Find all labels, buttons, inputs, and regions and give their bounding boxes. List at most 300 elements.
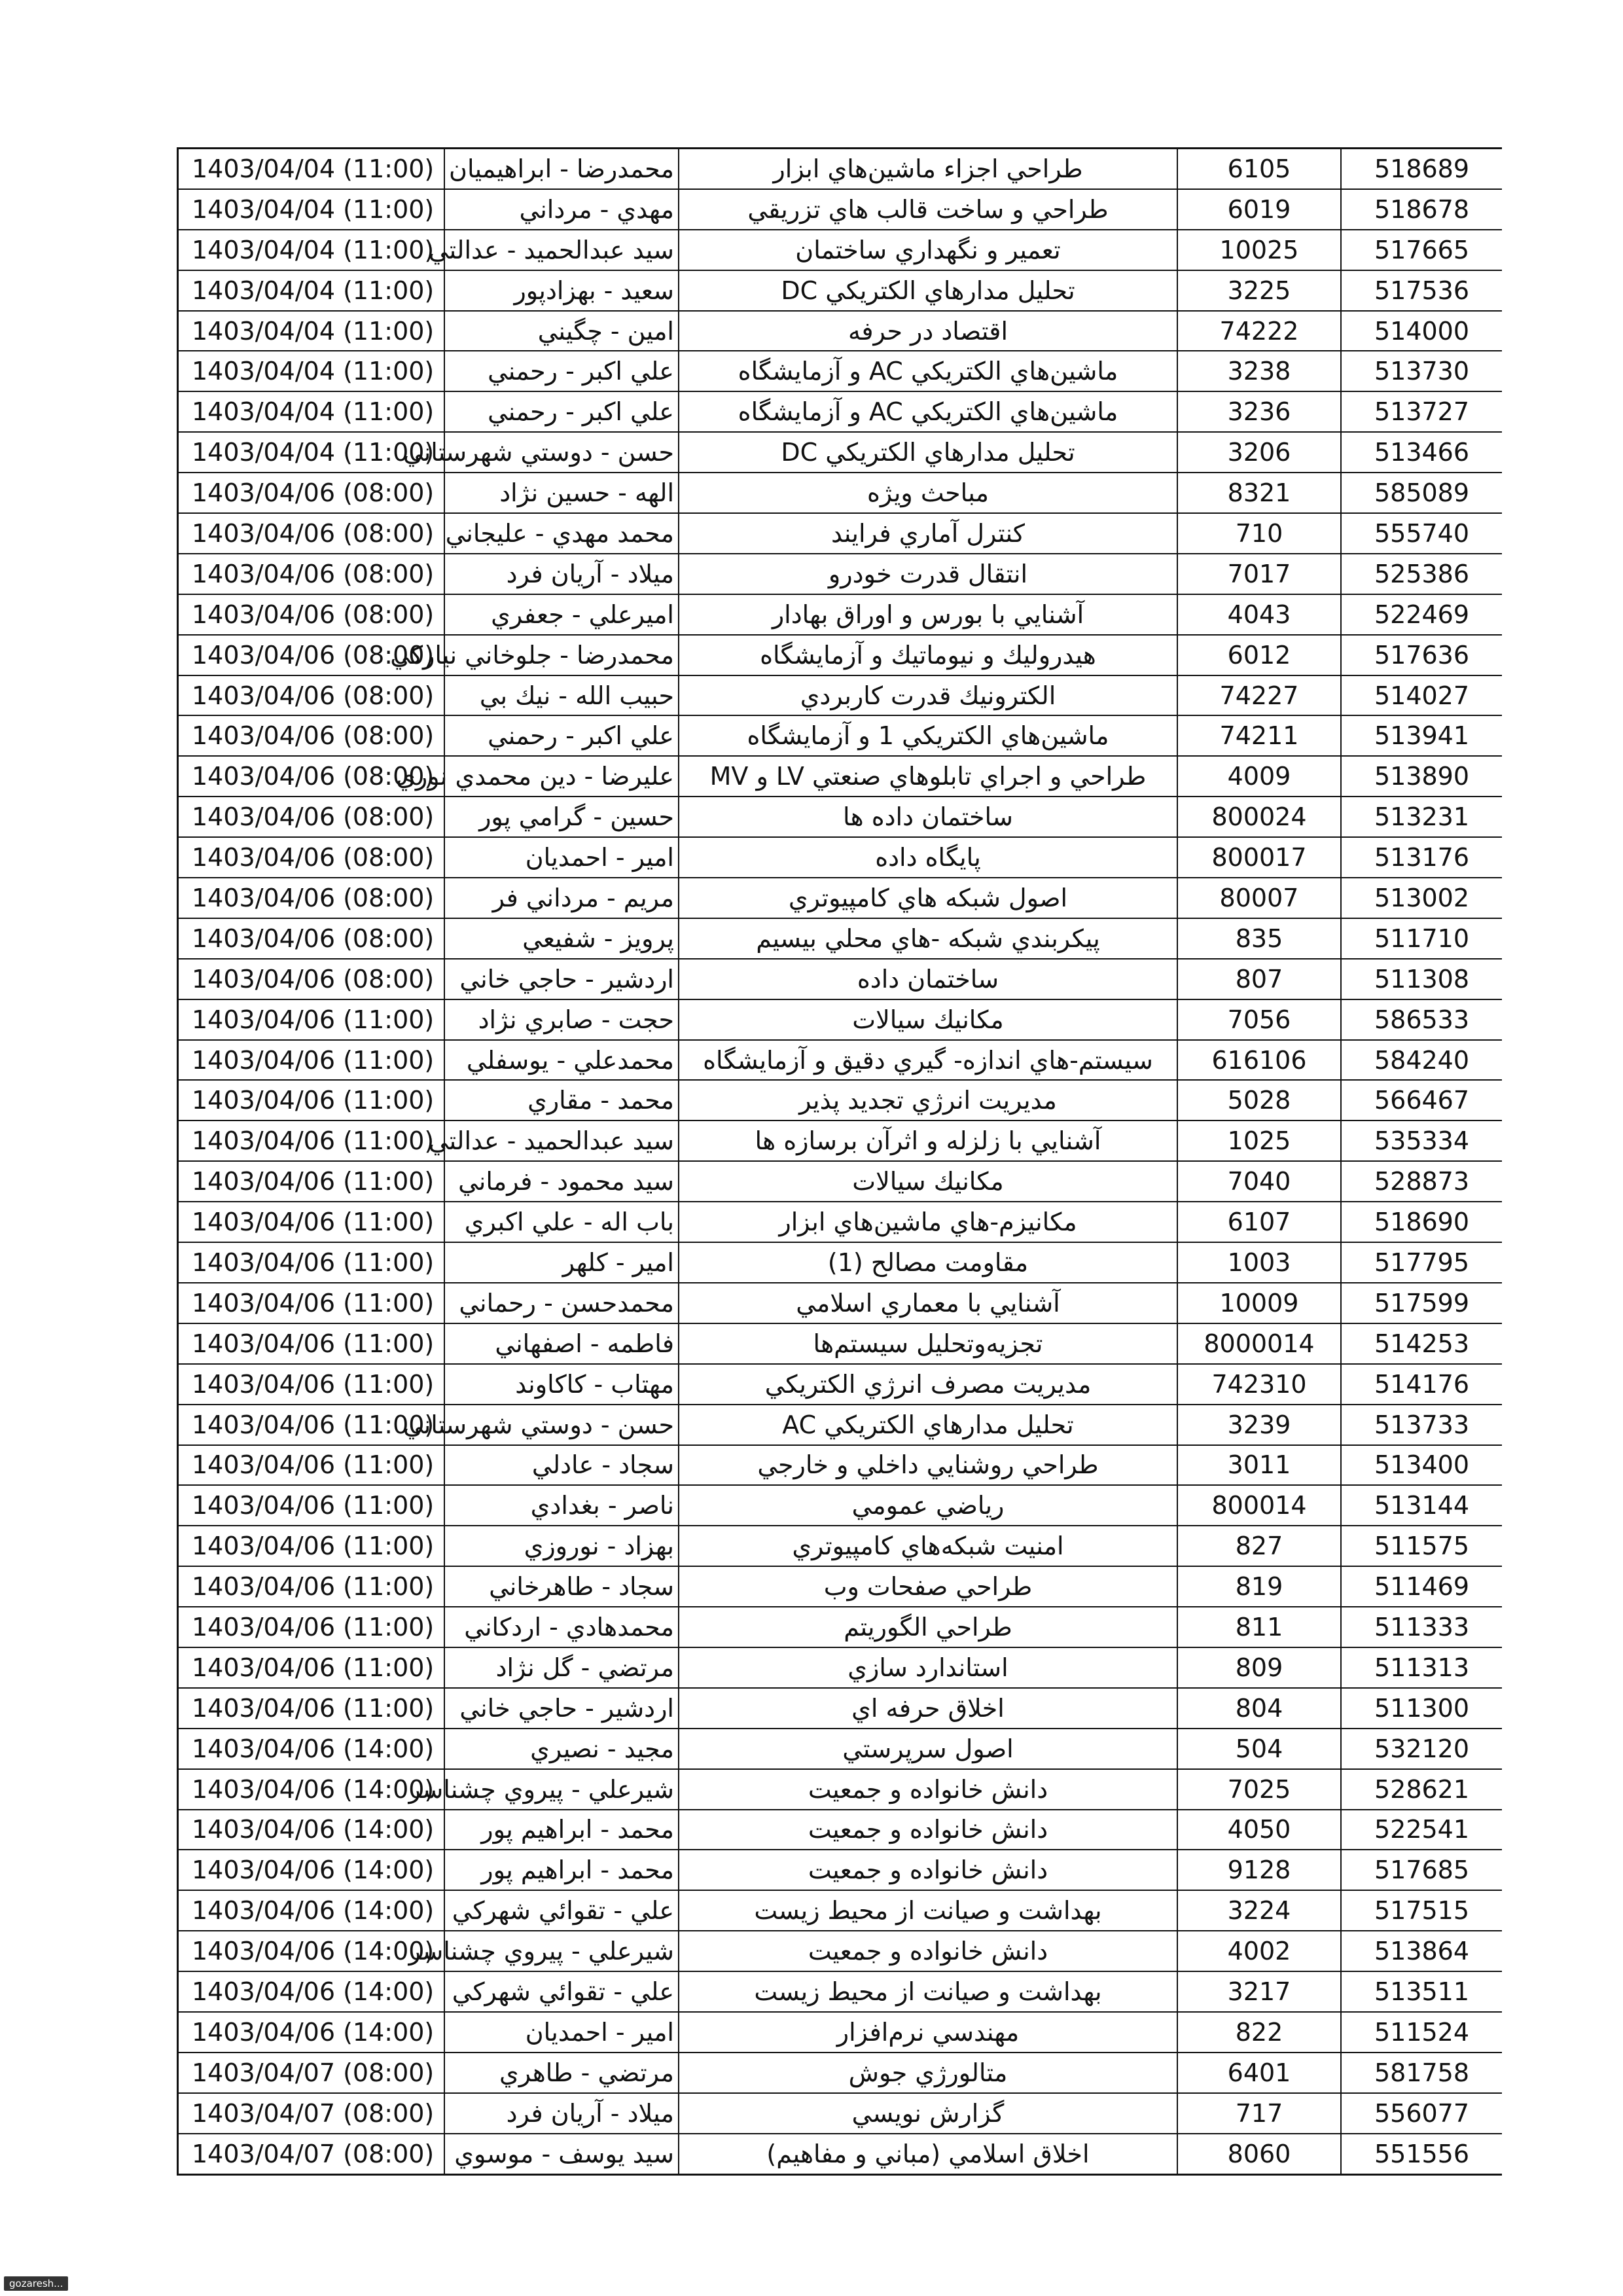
- table-row: [178, 797, 1503, 837]
- class-id-cell: 517665: [1341, 230, 1502, 270]
- course-code-cell: 7040: [1177, 1161, 1341, 1202]
- class-id-cell: 517636: [1341, 635, 1502, 675]
- professor-cell: حسن - دوستي شهرستاني: [444, 1405, 679, 1445]
- table-row: [178, 1323, 1503, 1364]
- exam-time-cell: 1403/04/06 (08:00): [178, 959, 445, 999]
- table-row: [178, 473, 1503, 513]
- class-id-cell: 511469: [1341, 1566, 1502, 1607]
- table-row: [178, 999, 1503, 1040]
- course-code-cell: 4050: [1177, 1810, 1341, 1850]
- exam-time-cell: 1403/04/06 (08:00): [178, 837, 445, 878]
- course-name-cell: طراحي اجزاء ماشين‌هاي ابزار: [679, 149, 1177, 189]
- course-name-cell: طراحي و ساخت قالب هاي تزريقي: [679, 189, 1177, 230]
- course-code-cell: 5028: [1177, 1080, 1341, 1121]
- exam-time-cell: 1403/04/06 (11:00): [178, 1445, 445, 1486]
- professor-cell: باب اله - علي اكبري: [444, 1202, 679, 1242]
- table-row: [178, 1121, 1503, 1161]
- course-name-cell: طراحي و اجراي تابلوهاي صنعتي LV و MV: [679, 756, 1177, 797]
- exam-time-cell: 1403/04/06 (08:00): [178, 918, 445, 959]
- table-row: [178, 189, 1503, 230]
- course-code-cell: 7025: [1177, 1769, 1341, 1810]
- class-id-cell: 528873: [1341, 1161, 1502, 1202]
- class-id-cell: 581758: [1341, 2053, 1502, 2093]
- table-row: [178, 1080, 1503, 1121]
- exam-time-cell: 1403/04/06 (14:00): [178, 2012, 445, 2053]
- course-code-cell: 74222: [1177, 311, 1341, 351]
- exam-time-cell: 1403/04/06 (11:00): [178, 1526, 445, 1566]
- table-row: [178, 1890, 1503, 1931]
- course-code-cell: 835: [1177, 918, 1341, 959]
- course-name-cell: مكانيزم-هاي ماشين‌هاي ابزار: [679, 1202, 1177, 1242]
- exam-time-cell: 1403/04/06 (14:00): [178, 1810, 445, 1850]
- class-id-cell: 513864: [1341, 1931, 1502, 1971]
- course-code-cell: 6105: [1177, 149, 1341, 189]
- exam-time-cell: 1403/04/06 (08:00): [178, 594, 445, 635]
- table-row: [178, 1769, 1503, 1810]
- table-row: [178, 149, 1503, 189]
- course-name-cell: اخلاق حرفه اي: [679, 1688, 1177, 1729]
- course-code-cell: 6019: [1177, 189, 1341, 230]
- exam-time-cell: 1403/04/07 (08:00): [178, 2053, 445, 2093]
- table-row: [178, 1647, 1503, 1688]
- course-name-cell: آشنايي با زلزله و اثرآن برسازه ها: [679, 1121, 1177, 1161]
- class-id-cell: 511524: [1341, 2012, 1502, 2053]
- table-row: [178, 1566, 1503, 1607]
- exam-time-cell: 1403/04/06 (11:00): [178, 1485, 445, 1526]
- table-row: [178, 2093, 1503, 2134]
- course-code-cell: 3239: [1177, 1405, 1341, 1445]
- table-row: [178, 594, 1503, 635]
- professor-cell: بهزاد - نوروزي: [444, 1526, 679, 1566]
- course-code-cell: 4002: [1177, 1931, 1341, 1971]
- course-name-cell: انتقال قدرت خودرو: [679, 554, 1177, 594]
- course-name-cell: اخلاق اسلامي (مباني و مفاهيم): [679, 2134, 1177, 2174]
- course-name-cell: تحليل مدارهاي الكتريكي AC: [679, 1405, 1177, 1445]
- professor-cell: مهتاب - كاكاوند: [444, 1364, 679, 1405]
- exam-time-cell: 1403/04/06 (11:00): [178, 1080, 445, 1121]
- class-id-cell: 517515: [1341, 1890, 1502, 1931]
- professor-cell: سيد عبدالحميد - عدالتي: [444, 230, 679, 270]
- course-name-cell: مباحث ويژه: [679, 473, 1177, 513]
- table-row: [178, 432, 1503, 473]
- exam-time-cell: 1403/04/04 (11:00): [178, 432, 445, 473]
- course-code-cell: 4009: [1177, 756, 1341, 797]
- exam-time-cell: 1403/04/06 (14:00): [178, 1850, 445, 1890]
- course-code-cell: 8321: [1177, 473, 1341, 513]
- exam-time-cell: 1403/04/06 (11:00): [178, 1202, 445, 1242]
- class-id-cell: 532120: [1341, 1729, 1502, 1769]
- class-id-cell: 584240: [1341, 1040, 1502, 1081]
- course-name-cell: آشنايي با بورس و اوراق بهادار: [679, 594, 1177, 635]
- table-row: [178, 756, 1503, 797]
- course-name-cell: تحليل مدارهاي الكتريكي DC: [679, 270, 1177, 311]
- professor-cell: محمد - مقاري: [444, 1080, 679, 1121]
- professor-cell: محمدرضا - جلوخاني نيارکي: [444, 635, 679, 675]
- class-id-cell: 511710: [1341, 918, 1502, 959]
- exam-time-cell: 1403/04/07 (08:00): [178, 2093, 445, 2134]
- exam-time-cell: 1403/04/04 (11:00): [178, 270, 445, 311]
- course-name-cell: پيكربندي شبكه -هاي محلي بيسيم: [679, 918, 1177, 959]
- course-code-cell: 6401: [1177, 2053, 1341, 2093]
- professor-cell: سيد يوسف - موسوي: [444, 2134, 679, 2174]
- class-id-cell: 555740: [1341, 513, 1502, 554]
- course-code-cell: 742310: [1177, 1364, 1341, 1405]
- table-row: [178, 837, 1503, 878]
- table-row: [178, 270, 1503, 311]
- table-row: [178, 311, 1503, 351]
- table-row: [178, 675, 1503, 716]
- table-row: [178, 1729, 1503, 1769]
- professor-cell: محمدهادي - اردكاني: [444, 1607, 679, 1647]
- course-code-cell: 809: [1177, 1647, 1341, 1688]
- table-row: [178, 878, 1503, 918]
- class-id-cell: 517685: [1341, 1850, 1502, 1890]
- exam-time-cell: 1403/04/06 (08:00): [178, 473, 445, 513]
- professor-cell: ميلاد - آريان فرد: [444, 554, 679, 594]
- professor-cell: مهدي - مرداني: [444, 189, 679, 230]
- course-code-cell: 3217: [1177, 1971, 1341, 2012]
- course-name-cell: مكانيك سيالات: [679, 999, 1177, 1040]
- course-code-cell: 4043: [1177, 594, 1341, 635]
- exam-time-cell: 1403/04/06 (11:00): [178, 1040, 445, 1081]
- professor-cell: سجاد - عادلي: [444, 1445, 679, 1486]
- course-name-cell: مكانيك سيالات: [679, 1161, 1177, 1202]
- professor-cell: الهه - حسين نژاد: [444, 473, 679, 513]
- table-row: [178, 715, 1503, 756]
- course-code-cell: 807: [1177, 959, 1341, 999]
- exam-time-cell: 1403/04/06 (11:00): [178, 1161, 445, 1202]
- professor-cell: اميرعلي - جعفري: [444, 594, 679, 635]
- course-name-cell: بهداشت و صيانت از محيط زيست: [679, 1971, 1177, 2012]
- table-row: [178, 918, 1503, 959]
- class-id-cell: 513466: [1341, 432, 1502, 473]
- exam-time-cell: 1403/04/06 (08:00): [178, 878, 445, 918]
- course-code-cell: 7056: [1177, 999, 1341, 1040]
- course-code-cell: 10025: [1177, 230, 1341, 270]
- table-row: [178, 1850, 1503, 1890]
- professor-cell: محمدرضا - ابراهيميان: [444, 149, 679, 189]
- class-id-cell: 514176: [1341, 1364, 1502, 1405]
- class-id-cell: 522541: [1341, 1810, 1502, 1850]
- course-code-cell: 3238: [1177, 351, 1341, 391]
- professor-cell: عليرضا - دين محمدي نوري: [444, 756, 679, 797]
- course-code-cell: 800017: [1177, 837, 1341, 878]
- exam-time-cell: 1403/04/04 (11:00): [178, 351, 445, 391]
- exam-time-cell: 1403/04/06 (11:00): [178, 999, 445, 1040]
- table-row: [178, 1931, 1503, 1971]
- professor-cell: اردشير - حاجي خاني: [444, 959, 679, 999]
- course-name-cell: طراحي روشنايي داخلي و خارجي: [679, 1445, 1177, 1486]
- exam-time-cell: 1403/04/07 (08:00): [178, 2134, 445, 2174]
- course-name-cell: دانش خانواده و جمعيت: [679, 1769, 1177, 1810]
- table-row: [178, 1202, 1503, 1242]
- professor-cell: مريم - مرداني فر: [444, 878, 679, 918]
- professor-cell: شيرعلي - پيروي چشناسر: [444, 1769, 679, 1810]
- professor-cell: علي اكبر - رحمني: [444, 351, 679, 391]
- exam-schedule-table: [177, 147, 1502, 2176]
- course-code-cell: 717: [1177, 2093, 1341, 2134]
- class-id-cell: 513890: [1341, 756, 1502, 797]
- exam-time-cell: 1403/04/06 (14:00): [178, 1769, 445, 1810]
- course-code-cell: 7017: [1177, 554, 1341, 594]
- professor-cell: ميلاد - آريان فرد: [444, 2093, 679, 2134]
- course-name-cell: مديريت مصرف انرژي الكتريكي: [679, 1364, 1177, 1405]
- course-name-cell: مديريت انرژي تجديد پذير: [679, 1080, 1177, 1121]
- professor-cell: علي - تقوائي شهركي: [444, 1971, 679, 2012]
- class-id-cell: 518689: [1341, 149, 1502, 189]
- professor-cell: اردشير - حاجي خاني: [444, 1688, 679, 1729]
- course-name-cell: طراحي الگوريتم: [679, 1607, 1177, 1647]
- class-id-cell: 556077: [1341, 2093, 1502, 2134]
- course-code-cell: 74227: [1177, 675, 1341, 716]
- table-row: [178, 2053, 1503, 2093]
- professor-cell: سجاد - طاهرخاني: [444, 1566, 679, 1607]
- course-code-cell: 8000014: [1177, 1323, 1341, 1364]
- course-code-cell: 6012: [1177, 635, 1341, 675]
- site-watermark: gozaresh...: [4, 2276, 68, 2291]
- course-name-cell: متالورژي جوش: [679, 2053, 1177, 2093]
- professor-cell: محمد مهدي - عليجاني: [444, 513, 679, 554]
- course-code-cell: 10009: [1177, 1283, 1341, 1323]
- exam-time-cell: 1403/04/06 (11:00): [178, 1688, 445, 1729]
- table-row: [178, 1526, 1503, 1566]
- professor-cell: علي - تقوائي شهركي: [444, 1890, 679, 1931]
- exam-time-cell: 1403/04/06 (11:00): [178, 1405, 445, 1445]
- professor-cell: مرتضي - گل نژاد: [444, 1647, 679, 1688]
- exam-time-cell: 1403/04/06 (08:00): [178, 675, 445, 716]
- course-name-cell: اقتصاد در حرفه: [679, 311, 1177, 351]
- class-id-cell: 511308: [1341, 959, 1502, 999]
- course-name-cell: هيدروليك و نيوماتيك و آزمايشگاه: [679, 635, 1177, 675]
- class-id-cell: 513730: [1341, 351, 1502, 391]
- table-row: [178, 230, 1503, 270]
- course-code-cell: 616106: [1177, 1040, 1341, 1081]
- class-id-cell: 517599: [1341, 1283, 1502, 1323]
- course-code-cell: 804: [1177, 1688, 1341, 1729]
- class-id-cell: 513727: [1341, 391, 1502, 432]
- class-id-cell: 528621: [1341, 1769, 1502, 1810]
- exam-time-cell: 1403/04/04 (11:00): [178, 311, 445, 351]
- course-code-cell: 8060: [1177, 2134, 1341, 2174]
- course-code-cell: 80007: [1177, 878, 1341, 918]
- table-row: [178, 1283, 1503, 1323]
- class-id-cell: 511333: [1341, 1607, 1502, 1647]
- class-id-cell: 511313: [1341, 1647, 1502, 1688]
- table-row: [178, 1688, 1503, 1729]
- exam-time-cell: 1403/04/04 (11:00): [178, 189, 445, 230]
- professor-cell: حبيب الله - نيك بي: [444, 675, 679, 716]
- professor-cell: محمدحسن - رحماني: [444, 1283, 679, 1323]
- course-name-cell: ماشين‌هاي الكتريكي AC و آزمايشگاه: [679, 391, 1177, 432]
- course-name-cell: ماشين‌هاي الكتريكي AC و آزمايشگاه: [679, 351, 1177, 391]
- course-code-cell: 800014: [1177, 1485, 1341, 1526]
- course-name-cell: دانش خانواده و جمعيت: [679, 1931, 1177, 1971]
- course-code-cell: 3224: [1177, 1890, 1341, 1931]
- class-id-cell: 566467: [1341, 1080, 1502, 1121]
- course-code-cell: 822: [1177, 2012, 1341, 2053]
- course-name-cell: تعمير و نگهداري ساختمان: [679, 230, 1177, 270]
- course-name-cell: پايگاه داده: [679, 837, 1177, 878]
- professor-cell: سيد محمود - فرماني: [444, 1161, 679, 1202]
- professor-cell: امين - چگيني: [444, 311, 679, 351]
- exam-time-cell: 1403/04/06 (11:00): [178, 1283, 445, 1323]
- class-id-cell: 513144: [1341, 1485, 1502, 1526]
- table-row: [178, 959, 1503, 999]
- professor-cell: محمدعلي - يوسفلي: [444, 1040, 679, 1081]
- table-row: [178, 1445, 1503, 1486]
- course-name-cell: اصول شبكه هاي كامپيوتري: [679, 878, 1177, 918]
- table-row: [178, 1405, 1503, 1445]
- table-row: [178, 1810, 1503, 1850]
- course-code-cell: 827: [1177, 1526, 1341, 1566]
- course-name-cell: ساختمان داده ها: [679, 797, 1177, 837]
- exam-time-cell: 1403/04/06 (14:00): [178, 1729, 445, 1769]
- course-name-cell: دانش خانواده و جمعيت: [679, 1850, 1177, 1890]
- course-code-cell: 710: [1177, 513, 1341, 554]
- professor-cell: حسين - گرامي پور: [444, 797, 679, 837]
- course-code-cell: 6107: [1177, 1202, 1341, 1242]
- course-name-cell: امنيت شبكه‌هاي كامپيوتري: [679, 1526, 1177, 1566]
- class-id-cell: 513941: [1341, 715, 1502, 756]
- table-row: [178, 513, 1503, 554]
- course-code-cell: 504: [1177, 1729, 1341, 1769]
- course-name-cell: بهداشت و صيانت از محيط زيست: [679, 1890, 1177, 1931]
- course-code-cell: 800024: [1177, 797, 1341, 837]
- class-id-cell: 518690: [1341, 1202, 1502, 1242]
- exam-time-cell: 1403/04/06 (14:00): [178, 1971, 445, 2012]
- class-id-cell: 522469: [1341, 594, 1502, 635]
- professor-cell: علي اكبر - رحمني: [444, 715, 679, 756]
- professor-cell: سيد عبدالحميد - عدالتي: [444, 1121, 679, 1161]
- class-id-cell: 513231: [1341, 797, 1502, 837]
- class-id-cell: 514000: [1341, 311, 1502, 351]
- professor-cell: فاطمه - اصفهاني: [444, 1323, 679, 1364]
- exam-time-cell: 1403/04/06 (08:00): [178, 715, 445, 756]
- table-row: [178, 1040, 1503, 1081]
- class-id-cell: 525386: [1341, 554, 1502, 594]
- table-row: [178, 1364, 1503, 1405]
- course-code-cell: 9128: [1177, 1850, 1341, 1890]
- class-id-cell: 513511: [1341, 1971, 1502, 2012]
- exam-time-cell: 1403/04/06 (08:00): [178, 797, 445, 837]
- professor-cell: مجيد - نصيري: [444, 1729, 679, 1769]
- exam-time-cell: 1403/04/06 (14:00): [178, 1931, 445, 1971]
- professor-cell: پرويز - شفيعي: [444, 918, 679, 959]
- exam-time-cell: 1403/04/06 (11:00): [178, 1121, 445, 1161]
- course-name-cell: طراحي صفحات وب: [679, 1566, 1177, 1607]
- class-id-cell: 514027: [1341, 675, 1502, 716]
- professor-cell: امير - كلهر: [444, 1242, 679, 1283]
- class-id-cell: 535334: [1341, 1121, 1502, 1161]
- class-id-cell: 517536: [1341, 270, 1502, 311]
- exam-time-cell: 1403/04/06 (08:00): [178, 554, 445, 594]
- professor-cell: محمد - ابراهيم پور: [444, 1810, 679, 1850]
- professor-cell: شيرعلي - پيروي چشناسر: [444, 1931, 679, 1971]
- professor-cell: محمد - ابراهيم پور: [444, 1850, 679, 1890]
- course-name-cell: آشنايي با معماري اسلامي: [679, 1283, 1177, 1323]
- exam-time-cell: 1403/04/06 (08:00): [178, 635, 445, 675]
- course-code-cell: 3206: [1177, 432, 1341, 473]
- exam-time-cell: 1403/04/06 (08:00): [178, 513, 445, 554]
- class-id-cell: 511575: [1341, 1526, 1502, 1566]
- table-row: [178, 2012, 1503, 2053]
- exam-time-cell: 1403/04/06 (11:00): [178, 1364, 445, 1405]
- class-id-cell: 585089: [1341, 473, 1502, 513]
- exam-time-cell: 1403/04/06 (11:00): [178, 1242, 445, 1283]
- exam-time-cell: 1403/04/06 (11:00): [178, 1607, 445, 1647]
- exam-time-cell: 1403/04/04 (11:00): [178, 391, 445, 432]
- professor-cell: حسن - دوستي شهرستاني: [444, 432, 679, 473]
- exam-time-cell: 1403/04/04 (11:00): [178, 230, 445, 270]
- course-name-cell: گزارش نويسي: [679, 2093, 1177, 2134]
- table-row: [178, 351, 1503, 391]
- table-row: [178, 554, 1503, 594]
- class-id-cell: 518678: [1341, 189, 1502, 230]
- class-id-cell: 513176: [1341, 837, 1502, 878]
- course-code-cell: 819: [1177, 1566, 1341, 1607]
- course-name-cell: دانش خانواده و جمعيت: [679, 1810, 1177, 1850]
- professor-cell: علي اكبر - رحمني: [444, 391, 679, 432]
- course-name-cell: اصول سرپرستي: [679, 1729, 1177, 1769]
- course-code-cell: 74211: [1177, 715, 1341, 756]
- course-code-cell: 3011: [1177, 1445, 1341, 1486]
- course-name-cell: كنترل آماري فرايند: [679, 513, 1177, 554]
- professor-cell: امير - احمديان: [444, 2012, 679, 2053]
- course-name-cell: ماشين‌هاي الكتريكي 1 و آزمايشگاه: [679, 715, 1177, 756]
- course-name-cell: ساختمان داده: [679, 959, 1177, 999]
- course-name-cell: استاندارد سازي: [679, 1647, 1177, 1688]
- professor-cell: مرتضي - طاهري: [444, 2053, 679, 2093]
- table-row: [178, 1485, 1503, 1526]
- class-id-cell: 517795: [1341, 1242, 1502, 1283]
- class-id-cell: 514253: [1341, 1323, 1502, 1364]
- table-row: [178, 1242, 1503, 1283]
- class-id-cell: 511300: [1341, 1688, 1502, 1729]
- course-name-cell: تحليل مدارهاي الكتريكي DC: [679, 432, 1177, 473]
- course-name-cell: سيستم-هاي اندازه- گيري دقيق و آزمايشگاه: [679, 1040, 1177, 1081]
- exam-time-cell: 1403/04/06 (11:00): [178, 1647, 445, 1688]
- exam-time-cell: 1403/04/06 (14:00): [178, 1890, 445, 1931]
- professor-cell: ناصر - بغدادي: [444, 1485, 679, 1526]
- professor-cell: سعيد - بهزادپور: [444, 270, 679, 311]
- course-code-cell: 1025: [1177, 1121, 1341, 1161]
- exam-time-cell: 1403/04/06 (08:00): [178, 756, 445, 797]
- table-row: [178, 391, 1503, 432]
- table-body: [178, 149, 1503, 2175]
- class-id-cell: 586533: [1341, 999, 1502, 1040]
- course-name-cell: رياضي عمومي: [679, 1485, 1177, 1526]
- table-row: [178, 635, 1503, 675]
- professor-cell: امير - احمديان: [444, 837, 679, 878]
- course-code-cell: 3225: [1177, 270, 1341, 311]
- exam-time-cell: 1403/04/06 (11:00): [178, 1566, 445, 1607]
- class-id-cell: 513002: [1341, 878, 1502, 918]
- course-name-cell: تجزيه‌وتحليل سيستم‌ها: [679, 1323, 1177, 1364]
- table-row: [178, 1971, 1503, 2012]
- course-name-cell: مهندسي نرم‌افزار: [679, 2012, 1177, 2053]
- table-row: [178, 1161, 1503, 1202]
- class-id-cell: 551556: [1341, 2134, 1502, 2174]
- table-row: [178, 1607, 1503, 1647]
- exam-time-cell: 1403/04/04 (11:00): [178, 149, 445, 189]
- class-id-cell: 513733: [1341, 1405, 1502, 1445]
- course-name-cell: مقاومت مصالح (1): [679, 1242, 1177, 1283]
- class-id-cell: 513400: [1341, 1445, 1502, 1486]
- professor-cell: حجت - صابري نژاد: [444, 999, 679, 1040]
- course-code-cell: 811: [1177, 1607, 1341, 1647]
- course-name-cell: الكترونيك قدرت كاربردي: [679, 675, 1177, 716]
- course-code-cell: 1003: [1177, 1242, 1341, 1283]
